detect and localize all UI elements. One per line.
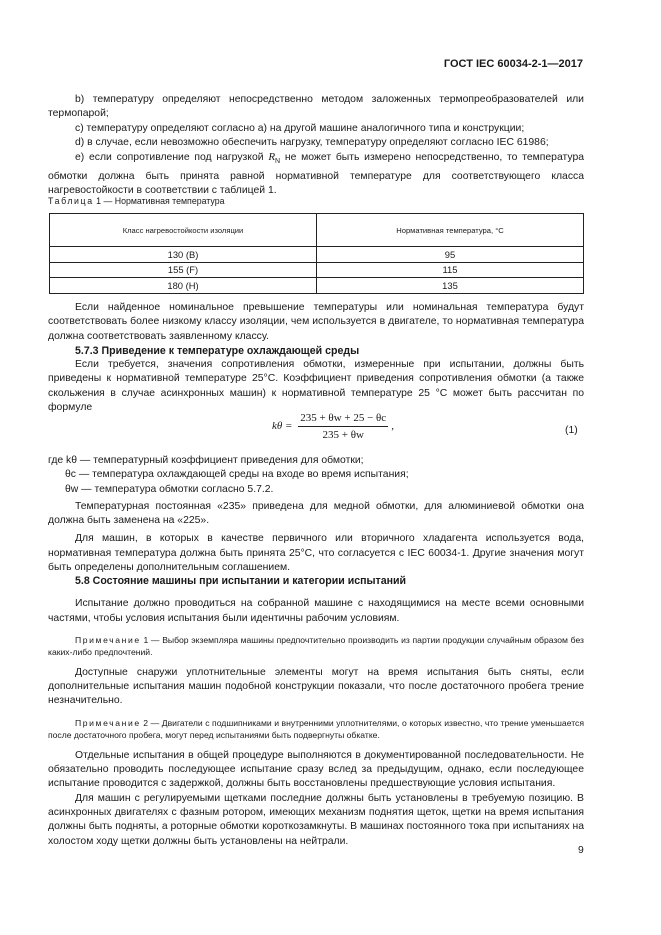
list-item-d: d) в случае, если невозможно обеспечить нагрузку, температуру определяют согласно IEC 61986; — [75, 136, 549, 148]
legend-theta-w: θw — температура обмотки согласно 5.7.2. — [65, 483, 274, 495]
table-cell: 135 — [317, 278, 584, 294]
table-row — [50, 278, 584, 294]
note-2: Примечание 2 — Двигатели с подшипниками и внутренними уплотнителями, о которых известно, что трение уменьшается после достаточного пробега, могут перед испытаниями быть подвергнуты обкатке. — [48, 717, 584, 740]
legend-theta-c: θc — температура охлаждающей среды на входе во время испытания; — [65, 469, 409, 481]
note-1: Примечание 1 — Выбор экземпляра машины предпочтительно производить из партии продукции случайным образом без каких-либо предпочтений. — [48, 634, 584, 657]
table-header-row — [50, 214, 584, 247]
formula-denominator: 235 + θw — [322, 429, 364, 441]
table-row — [50, 262, 584, 278]
paragraph: Если требуется, значения сопротивления обмотки, измеренные при испытании, должны быть приведены к нормативной температуре 25°C. Коэффициент приведения сопротивления обмотки (а также скольжения в случае асинхронных машин) к нормативной температуре 25 °C может быть рассчитан по формуле — [48, 359, 584, 414]
list-item-e: e) если сопротивление под нагрузкой $R_N$ не может быть измерено непосредственно, то температура обмотки должна быть принята равной нормативной температуре для соответствующего класса нагревостойкости в соответствии с таблицей 1. — [48, 151, 585, 196]
formula-numerator: 235 + θw + 25 − θc — [298, 412, 388, 427]
list-item-b: b) температуру определяют непосредственно методом заложенных термопреобразователей или термопарой; — [48, 94, 584, 120]
page-number: 9 — [578, 845, 584, 856]
table-cell: 115 — [317, 262, 584, 278]
section-heading-58: 5.8 Состояние машины при испытании и категории испытаний — [75, 575, 407, 587]
paragraph: Для машин с регулируемыми щетками последние должны быть установлены в требуемую позицию. В асинхронных двигателях с фазным ротором, имеющих механизм поднятия щеток, щетки на время испытания должны быть подняты, а роторные обмотки короткозамкнуты. В машинах постоянного тока при испытаниях на холостом ходу щетки должны быть установлены на нейтрали. — [48, 792, 584, 847]
list-item-c: c) температуру определяют согласно a) на другой машине аналогичного типа и конструкции; — [75, 122, 525, 134]
paragraph: Если найденное номинальное превышение температуры или номинальная температура будут соответствовать более низкому классу изоляции, чем используется в двигателе, то нормативная температура должна соответствовать заявленному классу. — [48, 302, 584, 342]
section-573-block — [48, 301, 584, 415]
formula-1 — [272, 412, 394, 441]
table-header-temp: Нормативная температура, °C — [317, 214, 584, 247]
section-58-block — [48, 574, 584, 849]
table-cell: 95 — [317, 247, 584, 263]
table-cell: 155 (F) — [50, 262, 317, 278]
list-block — [48, 93, 584, 198]
paragraph: Доступные снаружи уплотнительные элементы могут на время испытания быть сняты, если дополнительные испытания машин подобной конструкции показали, что после достаточного пробега трение незначительно. — [48, 666, 584, 707]
table-header-class: Класс нагревостойкости изоляции — [50, 214, 317, 247]
temperature-table — [49, 213, 584, 294]
formula-lhs: kθ = — [272, 420, 293, 433]
formula-legend — [48, 454, 584, 575]
paragraph: Отдельные испытания в общей процедуре выполняются в документированной последовательности. Не обязательно проводить последующее испытание сразу вслед за предыдущим, однако, если последующее испытание проводится с задержкой, должны быть восстановлены предшествующие условия испытания. — [48, 749, 584, 790]
equation-number: (1) — [565, 425, 578, 436]
section-heading-573: 5.7.3 Приведение к температуре охлаждающей среды — [75, 344, 360, 357]
table-cell: 180 (H) — [50, 278, 317, 294]
formula-comma: , — [391, 420, 394, 433]
paragraph: Температурная постоянная «235» приведена для медной обмотки, для алюминиевой обмотки она должна быть заменена на «225». — [48, 500, 584, 527]
table-caption: Таблица 1 — Нормативная температура — [48, 196, 225, 206]
standard-designation: ГОСТ IEC 60034-2-1—2017 — [443, 58, 583, 70]
table-cell: 130 (B) — [50, 247, 317, 263]
paragraph: Для машин, в которых в качестве первичного или вторичного хладагента используется вода, нормативная температура должна быть принята 25°C, что согласуется с IEC 60034-1. Другие значения могут быть определены дополнительным соглашением. — [48, 533, 584, 574]
table-row — [50, 247, 584, 263]
paragraph: Испытание должно проводиться на собранной машине с находящимися на месте всеми основными частями, чтобы условия испытания были идентичны рабочим условиям. — [48, 598, 584, 624]
legend-k: где kθ — температурный коэффициент приведения для обмотки; — [48, 455, 364, 466]
formula-fraction — [298, 412, 388, 441]
